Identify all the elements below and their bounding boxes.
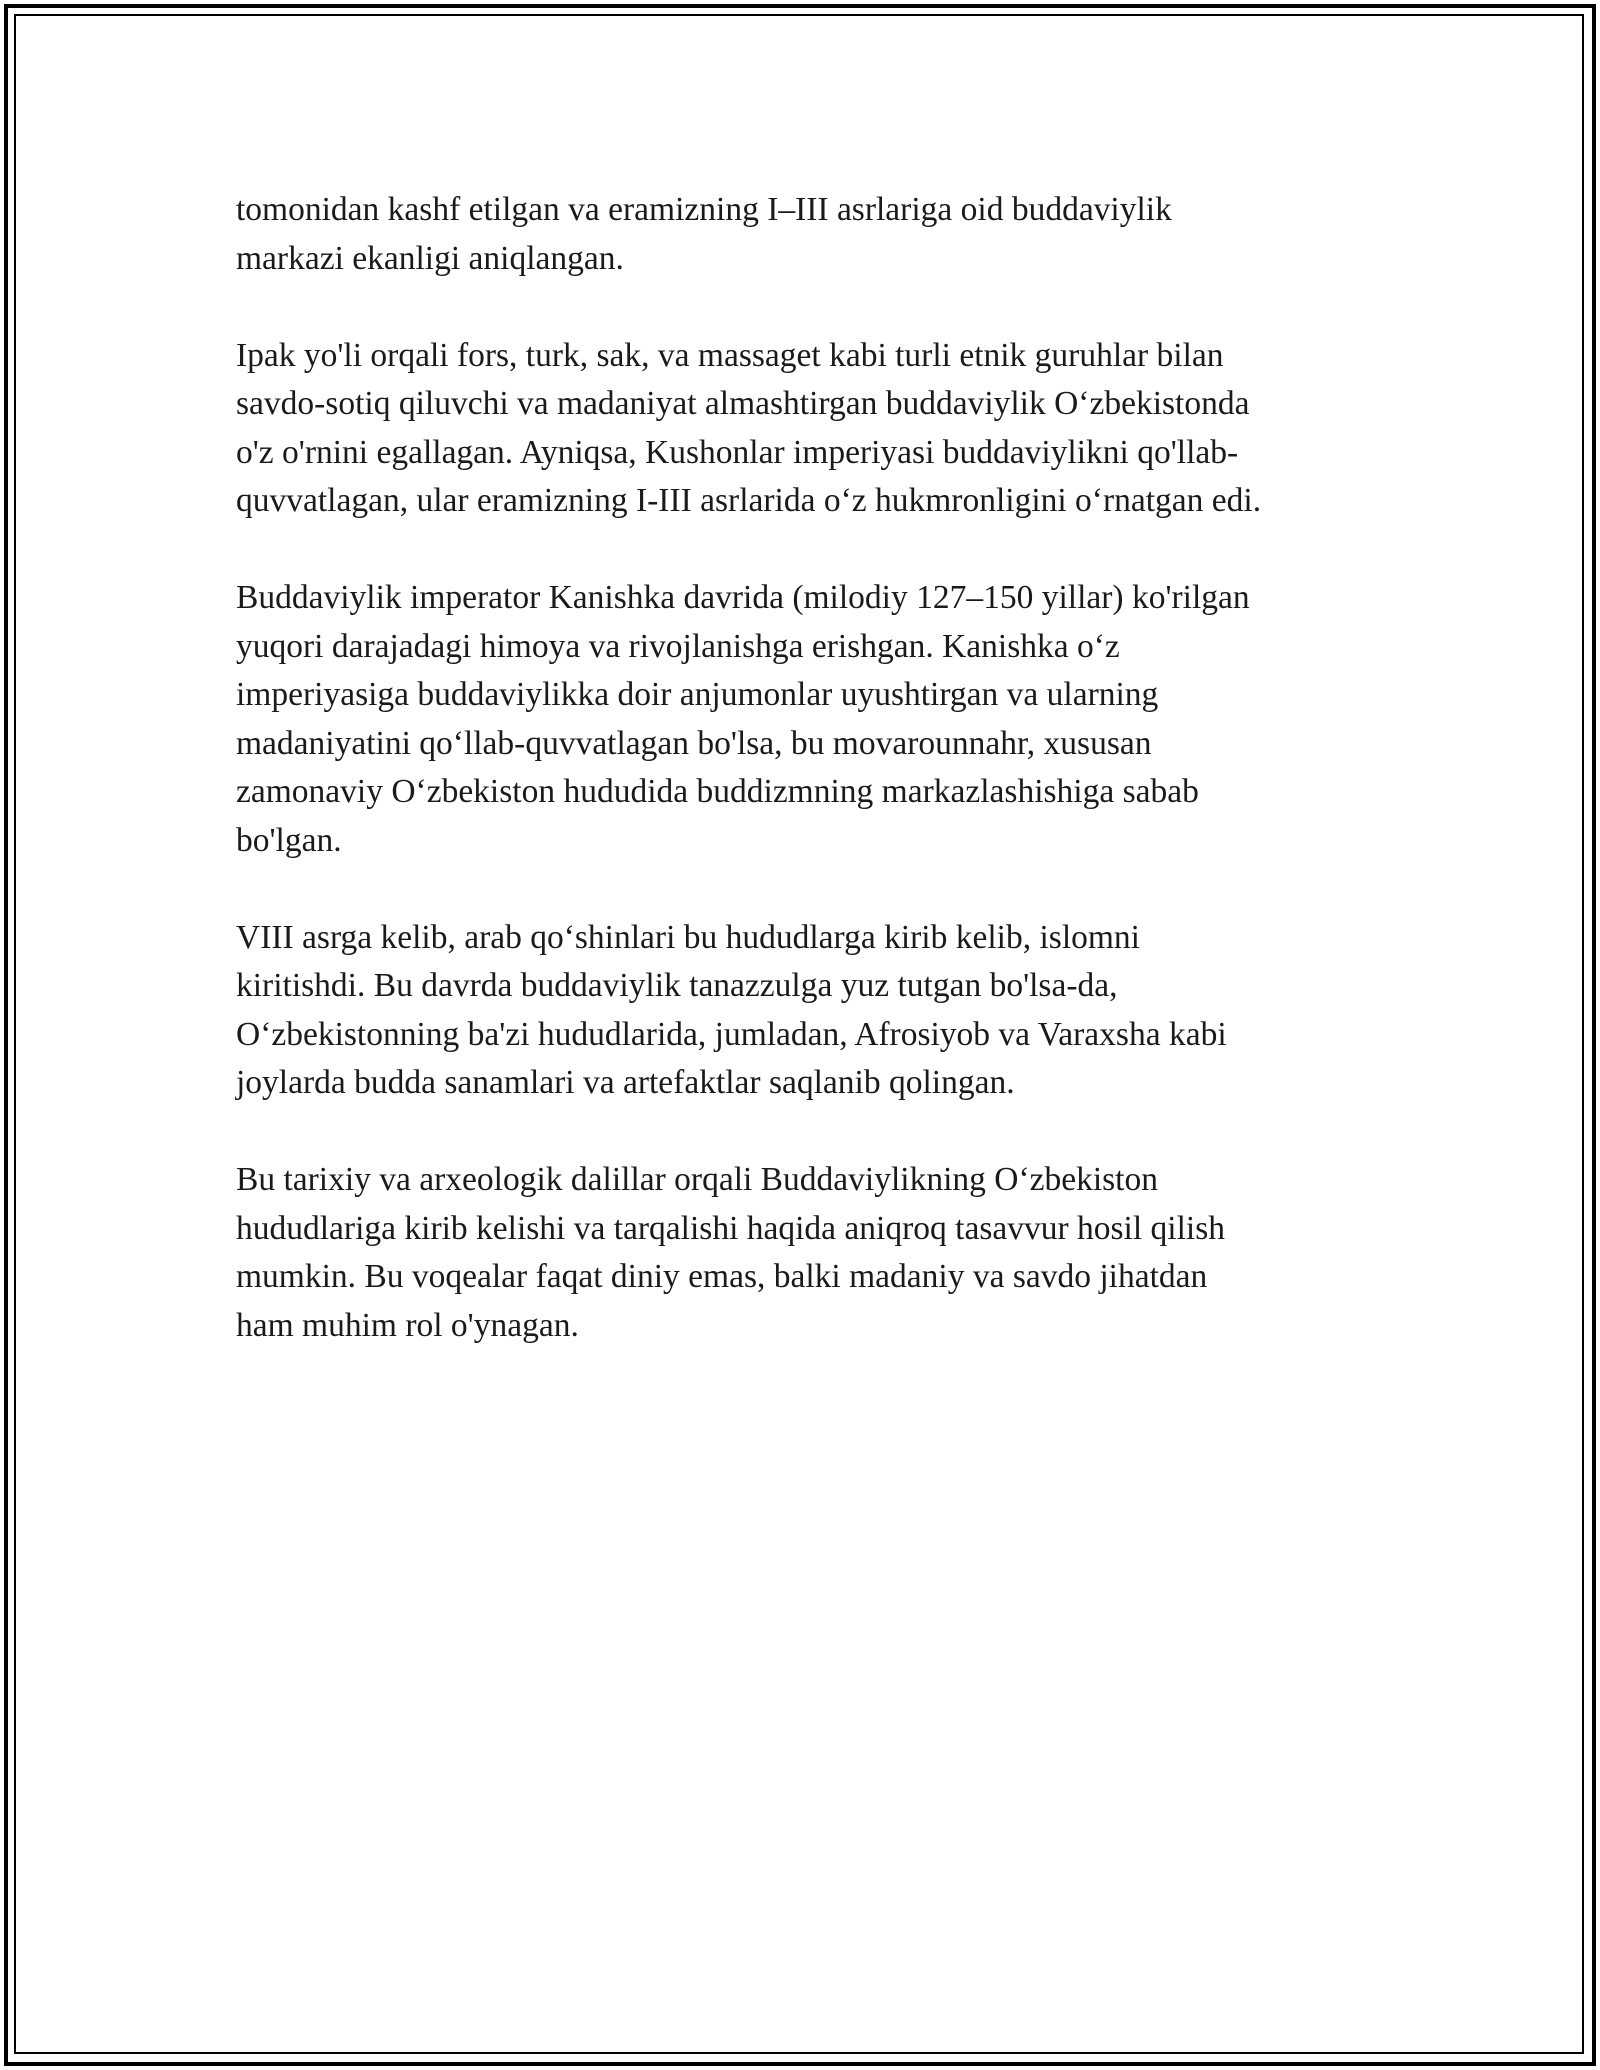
- paragraph-3: Buddaviylik imperator Kanishka davrida (milodiy 127–150 yillar) ko'rilgan yuqori darajadagi himoya va rivojlanishga erishgan. Kanishka o‘z imperiyasiga buddaviylikka doir anjumonlar uyushtirgan va ularning madaniyatini qo‘llab-quvvatlagan bo'lsa, bu movarounnahr, xususan zamonaviy O‘zbekiston hududida buddizmning markazlashishiga sabab bo'lgan.: [236, 579, 1250, 859]
- paragraph-1: tomonidan kashf etilgan va eramizning I–III asrlariga oid buddaviylik markazi ekanligi aniqlangan.: [236, 191, 1172, 277]
- paragraph-4: VIII asrga kelib, arab qo‘shinlari bu hududlarga kirib kelib, islomni kiritishdi. Bu davrda buddaviylik tanazzulga yuz tutgan bo'lsa-da, O‘zbekistonning ba'zi hududlarida, jumladan, Afrosiyob va Varaxsha kabi joylarda budda sanamlari va artefaktlar saqlanib qolingan.: [236, 918, 1227, 1101]
- paragraph-5: Bu tarixiy va arxeologik dalillar orqali Buddaviylikning O‘zbekiston hududlariga kirib kelishi va tarqalishi haqida aniqroq tasavvur hosil qilish mumkin. Bu voqealar faqat diniy emas, balki madaniy va savdo jihatdan ham muhim rol o'ynagan.: [236, 1161, 1225, 1344]
- document-body: [236, 186, 1386, 1399]
- paragraph-2: Ipak yo'li orqali fors, turk, sak, va massaget kabi turli etnik guruhlar bilan savdo-sotiq qiluvchi va madaniyat almashtirgan buddaviylik O‘zbekistonda o'z o'rnini egallagan. Ayniqsa, Kushonlar imperiyasi buddaviylikni qo'llab- quvvatlagan, ular eramizning I-III asrlarida o‘z hukmronligini o‘rnatgan edi.: [236, 336, 1262, 519]
